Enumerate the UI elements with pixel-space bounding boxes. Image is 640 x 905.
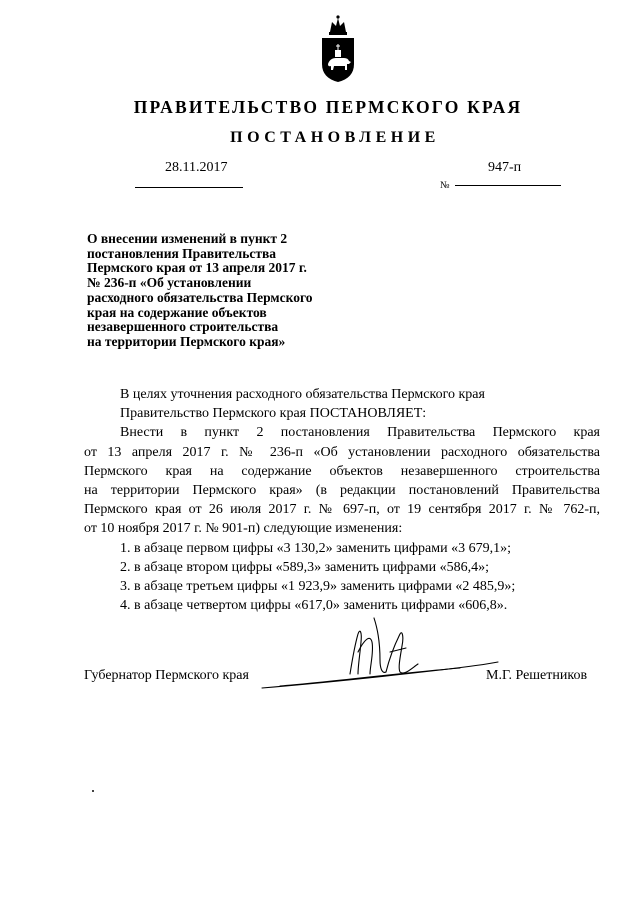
preamble-line: В целях уточнения расходного обязательства Пермского края	[120, 387, 485, 402]
subject-line: на территории Пермского края»	[87, 333, 286, 349]
document-date: 28.11.2017	[165, 160, 228, 175]
scan-speck	[92, 790, 94, 792]
document-body	[84, 385, 600, 615]
subject-line: незавершенного строительства	[87, 319, 279, 335]
main-paragraph-line: Внести в пункт 2 постановления Правительства Пермского края	[120, 425, 600, 441]
date-underline	[135, 187, 243, 188]
number-underline	[455, 185, 561, 186]
document-number: 947-п	[488, 160, 522, 175]
change-item: 3. в абзаце третьем цифры «1 923,9» заменить цифрами «2 485,9»;	[120, 579, 516, 595]
main-paragraph-line: от 10 ноября 2017 г. № 901-п) следующие изменения:	[84, 521, 403, 537]
subject-line: постановления Правительства	[87, 245, 276, 261]
preamble-line: Правительство Пермского края ПОСТАНОВЛЯЕТ:	[120, 406, 427, 422]
document-subject	[87, 232, 357, 350]
subject-line: О внесении изменений в пункт 2	[87, 231, 288, 246]
main-paragraph-line: Пермского края на содержание объектов незавершенного строительства	[84, 463, 600, 479]
org-title: ПРАВИТЕЛЬСТВО ПЕРМСКОГО КРАЯ	[133, 97, 523, 117]
number-sign: №	[440, 180, 450, 191]
subject-line: Пермского края от 13 апреля 2017 г.	[87, 260, 307, 276]
main-paragraph-line: на территории Пермского края» (в редакции постановлений Правительства	[84, 483, 600, 499]
signatory-name: М.Г. Решетников	[486, 668, 588, 683]
main-paragraph-line: Пермского края от 26 июля 2017 г. № 697-п, от 19 сентября 2017 г. № 762-п,	[84, 502, 600, 518]
subject-line: № 236-п «Об установлении	[87, 275, 252, 291]
change-item: 4. в абзаце четвертом цифры «617,0» заменить цифрами «606,8».	[120, 598, 508, 614]
change-item: 2. в абзаце втором цифры «589,3» заменить цифрами «586,4»;	[120, 559, 489, 575]
handwritten-signature	[240, 612, 500, 694]
perm-krai-coat-of-arms-icon	[318, 14, 358, 84]
change-item: 1. в абзаце первом цифры «3 130,2» заменить цифрами «3 679,1»;	[120, 540, 511, 556]
signatory-position: Губернатор Пермского края	[84, 668, 249, 683]
document-type: ПОСТАНОВЛЕНИЕ	[230, 129, 440, 146]
subject-line: расходного обязательства Пермского	[87, 289, 313, 305]
subject-line: края на содержание объектов	[87, 304, 267, 320]
main-paragraph-line: от 13 апреля 2017 г. № 236-п «Об установлении расходного обязательства	[84, 444, 600, 460]
